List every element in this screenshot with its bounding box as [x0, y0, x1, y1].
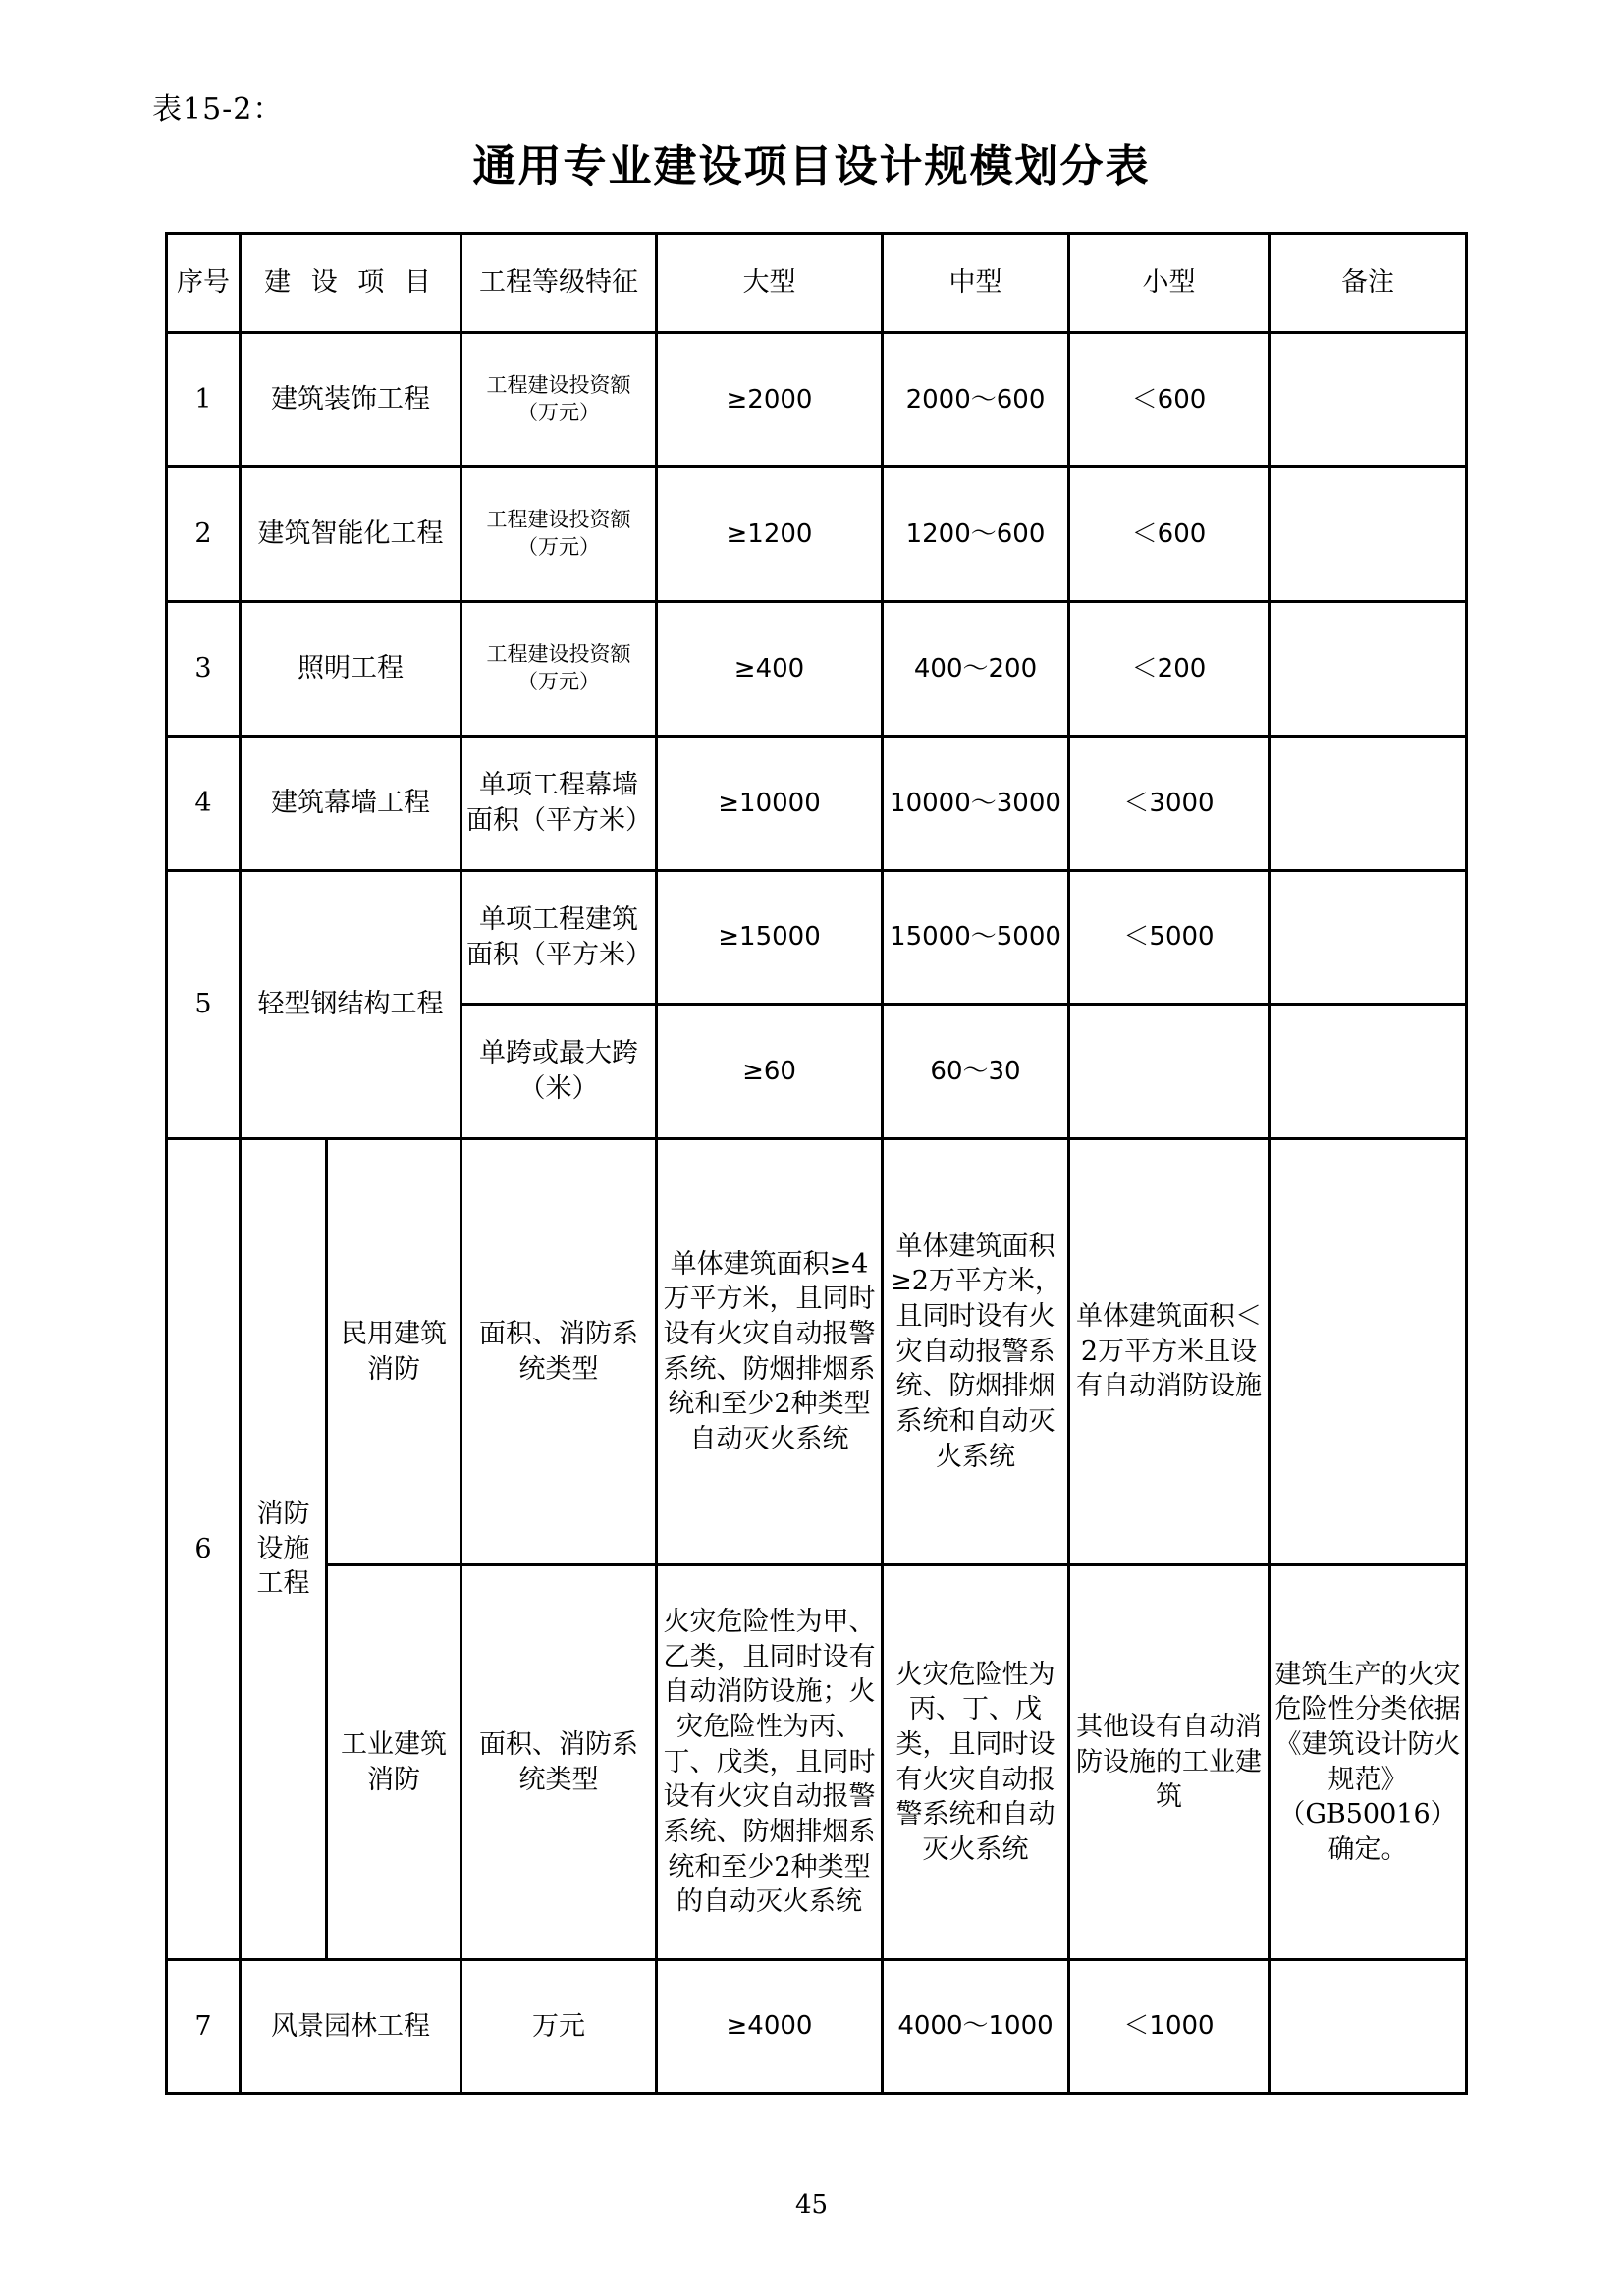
row-small: ＜1000 [1069, 1960, 1270, 2094]
row-large: ≥2000 [657, 333, 883, 467]
row-small: ＜5000 [1069, 871, 1270, 1005]
table-row [167, 1139, 1467, 1565]
row-feature: 面积、消防系统类型 [461, 1139, 657, 1565]
row-medium: 1200～600 [883, 467, 1069, 602]
table-row [167, 871, 1467, 1005]
row-small: ＜3000 [1069, 737, 1270, 871]
row-medium: 4000～1000 [883, 1960, 1069, 2094]
header-small: 小型 [1069, 234, 1270, 333]
row-project: 风景园林工程 [241, 1960, 461, 2094]
row-no: 2 [167, 467, 241, 602]
row-medium: 60～30 [883, 1005, 1069, 1139]
row-medium: 400～200 [883, 602, 1069, 737]
row-large: ≥4000 [657, 1960, 883, 2094]
row-remarks [1270, 333, 1467, 467]
table-row [167, 333, 1467, 467]
row-remarks [1270, 737, 1467, 871]
row-small [1069, 1005, 1270, 1139]
row-large: ≥400 [657, 602, 883, 737]
table-row [167, 602, 1467, 737]
row-remarks [1270, 1139, 1467, 1565]
row-small: ＜600 [1069, 333, 1270, 467]
header-no: 序号 [167, 234, 241, 333]
row-remarks [1270, 1005, 1467, 1139]
row-feature: 单跨或最大跨（米） [461, 1005, 657, 1139]
row-no: 5 [167, 871, 241, 1139]
row-small: ＜600 [1069, 467, 1270, 602]
row-large: ≥60 [657, 1005, 883, 1139]
row-project: 建筑幕墙工程 [241, 737, 461, 871]
row-remarks [1270, 602, 1467, 737]
page-number: 45 [794, 2190, 829, 2219]
row-large: ≥1200 [657, 467, 883, 602]
table-row [167, 1960, 1467, 2094]
document-title: 通用专业建设项目设计规模划分表 [472, 141, 1151, 191]
row-project: 建筑装饰工程 [241, 333, 461, 467]
header-feature: 工程等级特征 [461, 234, 657, 333]
row-no: 6 [167, 1139, 241, 1960]
row-project: 建筑智能化工程 [241, 467, 461, 602]
row-no: 4 [167, 737, 241, 871]
header-remarks: 备注 [1270, 234, 1467, 333]
row-remarks [1270, 871, 1467, 1005]
row-medium: 10000～3000 [883, 737, 1069, 871]
row-no: 3 [167, 602, 241, 737]
row-remarks [1270, 1960, 1467, 2094]
header-row [167, 234, 1467, 333]
row-subproject: 工业建筑消防 [327, 1565, 461, 1960]
table-row [167, 1565, 1467, 1960]
row-remarks [1270, 467, 1467, 602]
row-medium: 单体建筑面积≥2万平方米，且同时设有火灾自动报警系统、防烟排烟系统和自动灭火系统 [883, 1139, 1069, 1565]
header-large: 大型 [657, 234, 883, 333]
row-feature: 工程建设投资额（万元） [461, 333, 657, 467]
row-small: ＜200 [1069, 602, 1270, 737]
row-feature: 单项工程幕墙面积（平方米） [461, 737, 657, 871]
row-large: ≥15000 [657, 871, 883, 1005]
table-row [167, 467, 1467, 602]
row-remarks: 建筑生产的火灾危险性分类依据《建筑设计防火规范》（GB50016）确定。 [1270, 1565, 1467, 1960]
row-feature: 面积、消防系统类型 [461, 1565, 657, 1960]
header-project: 建 设 项 目 [241, 234, 461, 333]
row-no: 7 [167, 1960, 241, 2094]
row-medium: 2000～600 [883, 333, 1069, 467]
row-subproject: 民用建筑消防 [327, 1139, 461, 1565]
row-feature: 工程建设投资额（万元） [461, 467, 657, 602]
design-scale-table [165, 232, 1468, 2095]
row-project: 照明工程 [241, 602, 461, 737]
row-feature: 万元 [461, 1960, 657, 2094]
header-medium: 中型 [883, 234, 1069, 333]
row-project: 消防设施工程 [241, 1139, 327, 1960]
row-small: 单体建筑面积＜2万平方米且设有自动消防设施 [1069, 1139, 1270, 1565]
row-feature: 工程建设投资额（万元） [461, 602, 657, 737]
table-label: 表15-2： [152, 92, 284, 127]
row-medium: 火灾危险性为丙、丁、戊类，且同时设有火灾自动报警系统和自动灭火系统 [883, 1565, 1069, 1960]
row-no: 1 [167, 333, 241, 467]
row-project: 轻型钢结构工程 [241, 871, 461, 1139]
row-large: 单体建筑面积≥4万平方米，且同时设有火灾自动报警系统、防烟排烟系统和至少2种类型自动灭火系统 [657, 1139, 883, 1565]
table-row [167, 737, 1467, 871]
row-feature: 单项工程建筑面积（平方米） [461, 871, 657, 1005]
row-large: 火灾危险性为甲、乙类，且同时设有自动消防设施；火灾危险性为丙、丁、戊类，且同时设有火灾自动报警系统、防烟排烟系统和至少2种类型的自动灭火系统 [657, 1565, 883, 1960]
row-medium: 15000～5000 [883, 871, 1069, 1005]
row-small: 其他设有自动消防设施的工业建筑 [1069, 1565, 1270, 1960]
row-large: ≥10000 [657, 737, 883, 871]
